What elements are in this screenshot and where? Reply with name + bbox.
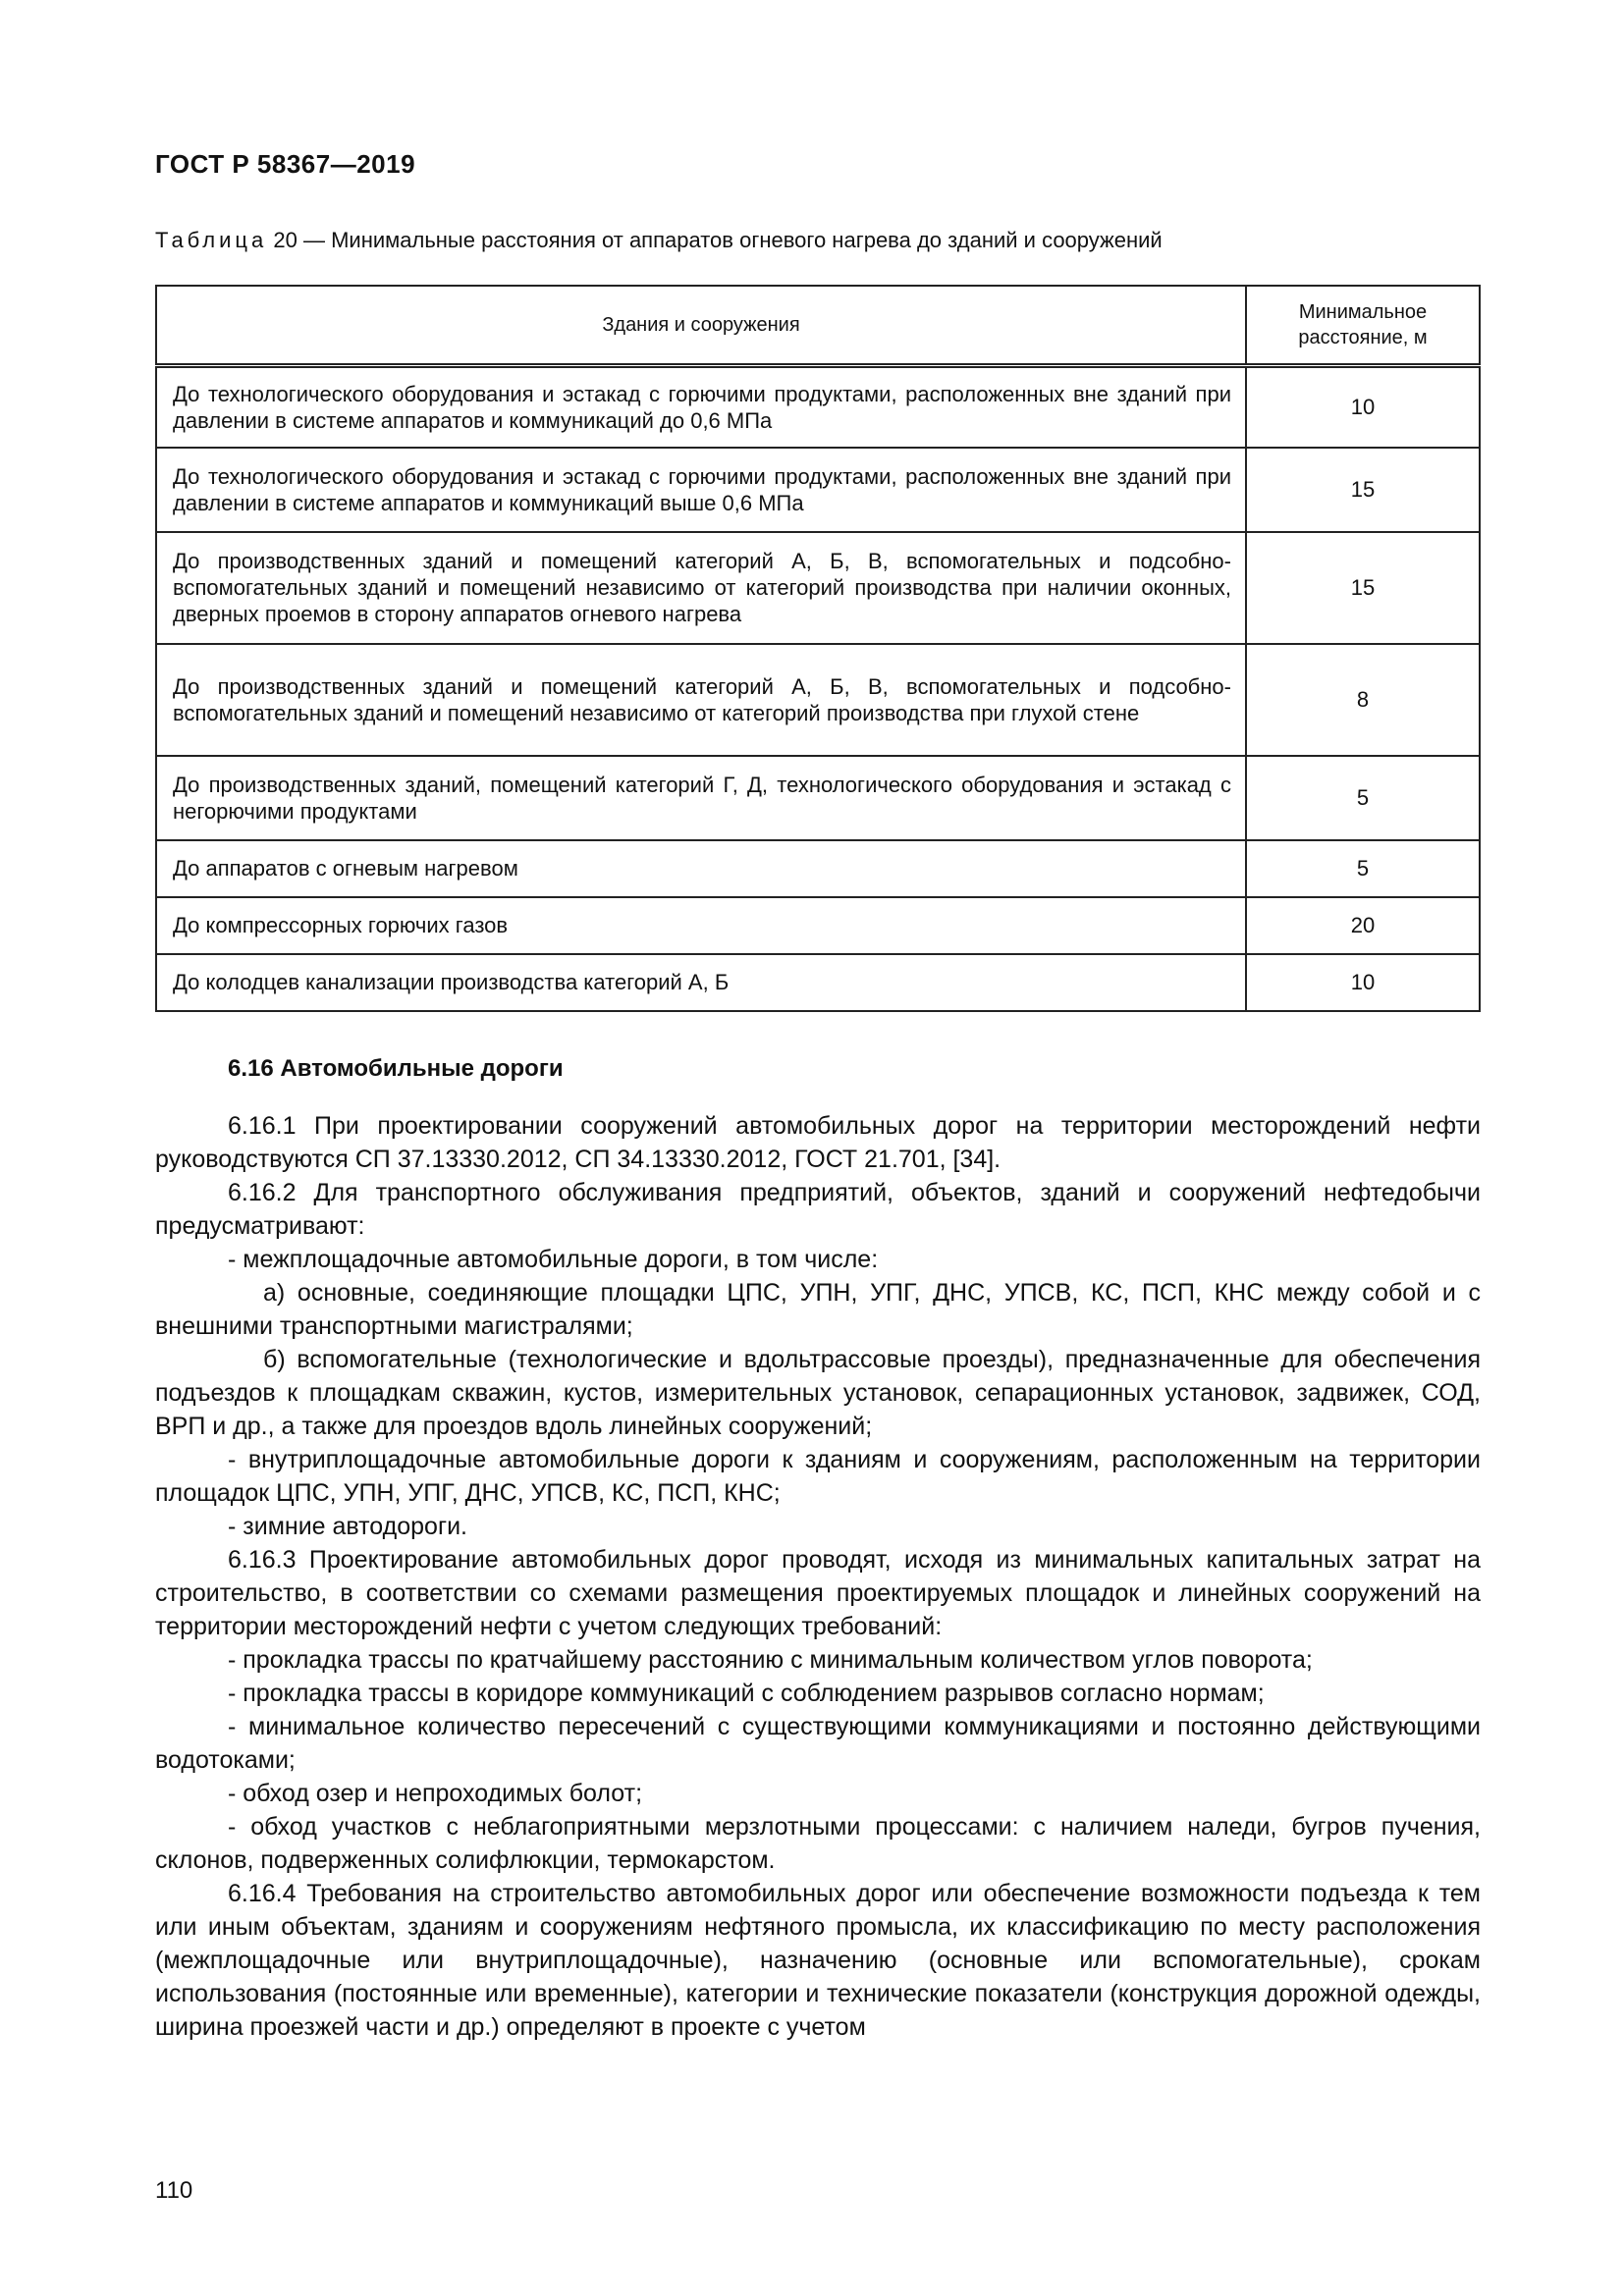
- column-header-min-distance: Минимальное расстояние, м: [1246, 286, 1480, 366]
- row-value: 5: [1246, 840, 1480, 897]
- paragraph: 6.16.3 Проектирование автомобильных дорог проводят, исходя из минимальных капитальных затрат на строительство, в соответствии со схемами размещения проектируемых площадок и линейных сооружений на территории месторождений нефти с учетом следующих требований:: [155, 1546, 1481, 1640]
- list-item: - обход озер и непроходимых болот;: [228, 1780, 643, 1807]
- list-item: - прокладка трассы в коридоре коммуникаций с соблюдением разрывов согласно нормам;: [228, 1680, 1265, 1707]
- section-body: [155, 1109, 1481, 2044]
- paragraph: 6.16.4 Требования на строительство автомобильных дорог или обеспечение возможности подъезда к тем или иным объектам, зданиям и сооружениям нефтяного промысла, их классификацию по месту расположения (межплощадочные или внутриплощадочные), назначению (основные или вспомогательные), срокам использования (постоянные или временные), категории и технические показатели (конструкция дорожной одежды, ширина проезжей части и др.) определяют в проекте с учетом: [155, 1880, 1481, 2041]
- table-row: [156, 532, 1480, 644]
- row-name: До колодцев канализации производства категорий А, Б: [156, 954, 1246, 1011]
- paragraph: 6.16.2 Для транспортного обслуживания предприятий, объектов, зданий и сооружений нефтедобычи предусматривают:: [155, 1179, 1481, 1240]
- table-row: [156, 644, 1480, 756]
- sub-list-item: а) основные, соединяющие площадки ЦПС, УПН, УПГ, ДНС, УПСВ, КС, ПСП, КНС между собой и с внешними транспортными магистралями;: [155, 1279, 1481, 1340]
- row-name: До производственных зданий и помещений категорий А, Б, В, вспомогательных и подсобно-вспомогательных зданий и помещений независимо от категорий производства при глухой стене: [156, 644, 1246, 756]
- table-row: [156, 756, 1480, 840]
- row-value: 15: [1246, 532, 1480, 644]
- page-number: 110: [155, 2177, 193, 2204]
- table-caption: [155, 228, 1163, 253]
- table-row: [156, 366, 1480, 448]
- row-value: 10: [1246, 954, 1480, 1011]
- distance-table: [155, 285, 1481, 1012]
- row-name: До производственных зданий, помещений категорий Г, Д, технологического оборудования и эстакад с негорючими продуктами: [156, 756, 1246, 840]
- list-item: - межплощадочные автомобильные дороги, в том числе:: [228, 1246, 879, 1273]
- row-value: 20: [1246, 897, 1480, 954]
- row-value: 8: [1246, 644, 1480, 756]
- document-id: ГОСТ Р 58367—2019: [155, 149, 416, 179]
- paragraph: 6.16.1 При проектировании сооружений автомобильных дорог на территории месторождений нефти руководствуются СП 37.13330.2012, СП 34.13330.2012, ГОСТ 21.701, [34].: [155, 1112, 1481, 1173]
- section-title: 6.16 Автомобильные дороги: [228, 1055, 564, 1082]
- table-row: [156, 897, 1480, 954]
- column-header-buildings: Здания и сооружения: [156, 286, 1246, 366]
- list-item: - минимальное количество пересечений с существующими коммуникациями и постоянно действующими водотоками;: [155, 1713, 1481, 1774]
- list-item: - внутриплощадочные автомобильные дороги к зданиям и сооружениям, расположенным на территории площадок ЦПС, УПН, УПГ, ДНС, УПСВ, КС, ПСП, КНС;: [155, 1446, 1481, 1507]
- table-caption-label: Таблица: [155, 228, 268, 252]
- row-name: До технологического оборудования и эстакад с горючими продуктами, расположенных вне зданий при давлении в системе аппаратов и коммуникаций до 0,6 МПа: [156, 366, 1246, 448]
- row-name: До технологического оборудования и эстакад с горючими продуктами, расположенных вне зданий при давлении в системе аппаратов и коммуникаций выше 0,6 МПа: [156, 448, 1246, 532]
- sub-list-item: б) вспомогательные (технологические и вдольтрассовые проезды), предназначенные для обеспечения подъездов к площадкам скважин, кустов, измерительных установок, сепарационных установок, задвижек, СОД, ВРП и др., а также для проездов вдоль линейных сооружений;: [155, 1346, 1481, 1440]
- table-row: [156, 954, 1480, 1011]
- row-name: До компрессорных горючих газов: [156, 897, 1246, 954]
- row-value: 10: [1246, 366, 1480, 448]
- table-header-row: [156, 286, 1480, 366]
- row-name: До производственных зданий и помещений категорий А, Б, В, вспомогательных и подсобно-вспомогательных зданий и помещений независимо от категорий производства при наличии оконных, дверных проемов в сторону аппаратов огневого нагрева: [156, 532, 1246, 644]
- list-item: - обход участков с неблагоприятными мерзлотными процессами: с наличием наледи, бугров пучения, склонов, подверженных солифлюкции, термокарстом.: [155, 1813, 1481, 1874]
- list-item: - прокладка трассы по кратчайшему расстоянию с минимальным количеством углов поворота;: [228, 1646, 1313, 1674]
- table-row: [156, 840, 1480, 897]
- row-value: 15: [1246, 448, 1480, 532]
- table-row: [156, 448, 1480, 532]
- table-caption-text: 20 — Минимальные расстояния от аппаратов огневого нагрева до зданий и сооружений: [267, 228, 1163, 252]
- list-item: - зимние автодороги.: [228, 1513, 467, 1540]
- row-value: 5: [1246, 756, 1480, 840]
- row-name: До аппаратов с огневым нагревом: [156, 840, 1246, 897]
